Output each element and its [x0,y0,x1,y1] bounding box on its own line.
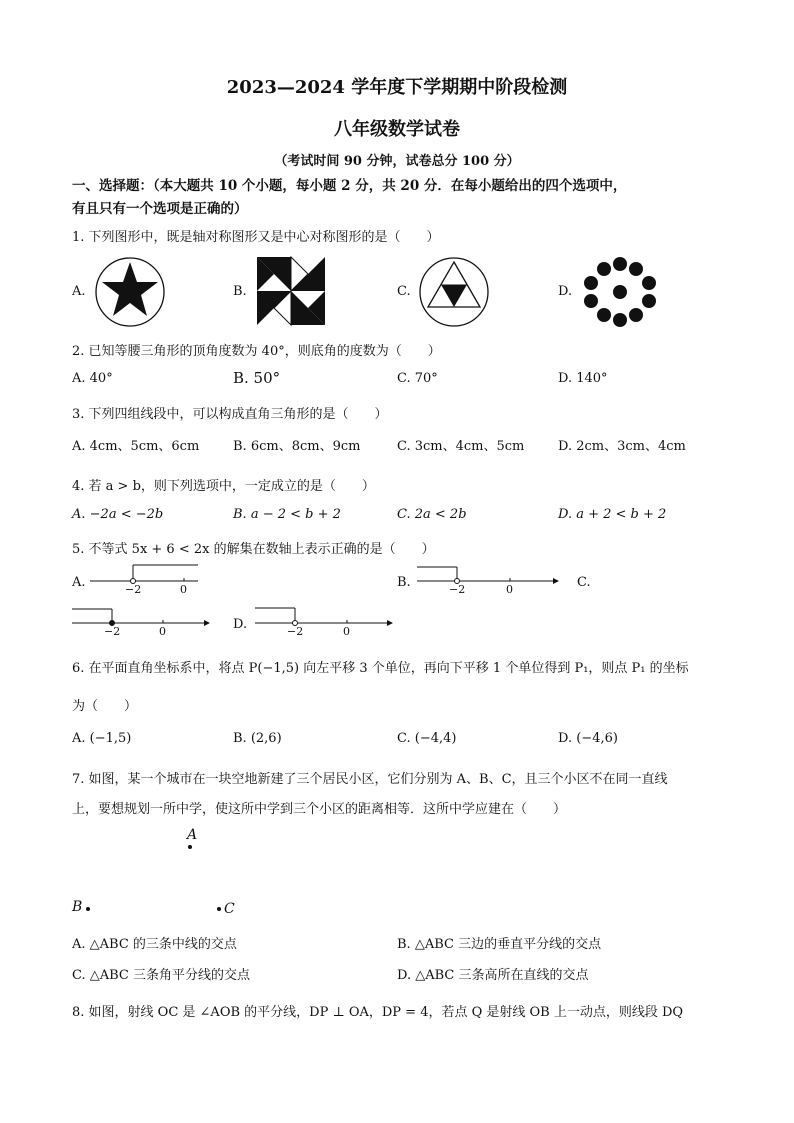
q3-option-c: C. 3cm、4cm、5cm [397,439,525,454]
q7-point-c-label: C [224,901,235,917]
q7-point-a-label: A [187,827,198,843]
q5-b-tick-0: 0 [506,583,513,596]
q2-option-b: B. 50° [233,369,281,387]
q2-stem: 2. 已知等腰三角形的顶角度数为 40°，则底角的度数为（ ） [72,344,441,359]
q1-stem: 1. 下列图形中，既是轴对称图形又是中心对称图形的是（ ） [72,230,440,245]
q7-stem-cont: 上，要想规划一所中学，使这所中学到三个小区的距离相等．这所中学应建在（ ） [72,802,567,817]
q3-stem: 3. 下列四组线段中，可以构成直角三角形的是（ ） [72,407,388,422]
q5-option-c-label: C. [577,575,591,590]
section-heading-line2: 有且只有一个选项是正确的） [72,201,248,217]
q5-option-d-label: D. [233,617,248,632]
q7-stem: 7. 如图，某一个城市在一块空地新建了三个居民小区，它们分别为 A、B、C，且三个小区不在同一直线 [72,772,668,787]
q4-option-b: B. a − 2 < b + 2 [233,507,341,522]
q6-stem-cont: 为（ ） [72,699,138,714]
q7-point-b-label: B [72,899,83,915]
q1-figure-a-star-in-circle [94,256,166,328]
q7-option-a: A. △ABC 的三条中线的交点 [72,937,237,952]
q1-figure-d-dot-ring [582,256,658,328]
q6-stem: 6. 在平面直角坐标系中，将点 P(−1,5) 向左平移 3 个单位，再向下平移 1 个单位得到 P₁，则点 P₁ 的坐标 [72,661,689,676]
q1-figure-b-pinwheel [257,257,325,325]
q5-number-line-a [90,563,220,599]
exam-note: （考试时间 90 分钟，试卷总分 100 分） [274,154,520,169]
q5-c-tick-neg2: −2 [104,625,121,638]
q5-c-tick-0: 0 [159,625,166,638]
q5-number-line-d [255,605,400,641]
q4-option-a: A. −2a < −2b [72,507,164,522]
q7-option-c: C. △ABC 三条角平分线的交点 [72,968,251,983]
q3-option-a: A. 4cm、5cm、6cm [72,439,200,454]
q4-option-d: D. a + 2 < b + 2 [558,507,667,522]
q5-option-b-label: B. [397,575,411,590]
q1-option-d-label: D. [558,284,573,299]
q5-stem: 5. 不等式 5x + 6 < 2x 的解集在数轴上表示正确的是（ ） [72,542,435,557]
q6-option-a: A. (−1,5) [72,731,132,746]
page-subtitle: 八年级数学试卷 [334,119,460,140]
page-title: 2023—2024 学年度下学期期中阶段检测 [226,77,568,98]
q6-option-d: D. (−4,6) [558,731,618,746]
q1-option-c-label: C. [397,284,411,299]
q2-option-d: D. 140° [558,371,608,386]
q7-option-b: B. △ABC 三边的垂直平分线的交点 [397,937,602,952]
q7-point-b-dot [86,907,90,911]
q7-point-c-dot [217,907,221,911]
q7-option-d: D. △ABC 三条高所在直线的交点 [397,968,589,983]
q7-point-a-dot [188,845,192,849]
q4-stem: 4. 若 a > b，则下列选项中，一定成立的是（ ） [72,479,375,494]
q8-stem: 8. 如图，射线 OC 是 ∠AOB 的平分线，DP ⊥ OA，DP = 4，若点 Q 是射线 OB 上一动点，则线段 DQ [72,1005,684,1020]
q5-a-tick-neg2: −2 [125,583,142,596]
q1-option-b-label: B. [233,284,247,299]
q5-d-tick-neg2: −2 [287,625,304,638]
q6-option-b: B. (2,6) [233,731,282,746]
q1-option-a-label: A. [72,284,86,299]
q5-option-a-label: A. [72,575,86,590]
section-heading-line1: 一、选择题：（本大题共 10 个小题，每小题 2 分，共 20 分．在每小题给出的四个选项中， [72,178,627,194]
q2-option-a: A. 40° [72,371,113,386]
q5-number-line-b [417,563,562,599]
q3-option-d: D. 2cm、3cm、4cm [558,439,686,454]
q6-option-c: C. (−4,4) [397,731,457,746]
q4-option-c: C. 2a < 2b [397,507,467,522]
q5-d-tick-0: 0 [343,625,350,638]
q5-b-tick-neg2: −2 [449,583,466,596]
q5-number-line-c [72,605,217,641]
q1-figure-c-triangle-in-circle [418,256,490,328]
q3-option-b: B. 6cm、8cm、9cm [233,439,361,454]
q2-option-c: C. 70° [397,371,438,386]
q5-a-tick-0: 0 [180,583,187,596]
